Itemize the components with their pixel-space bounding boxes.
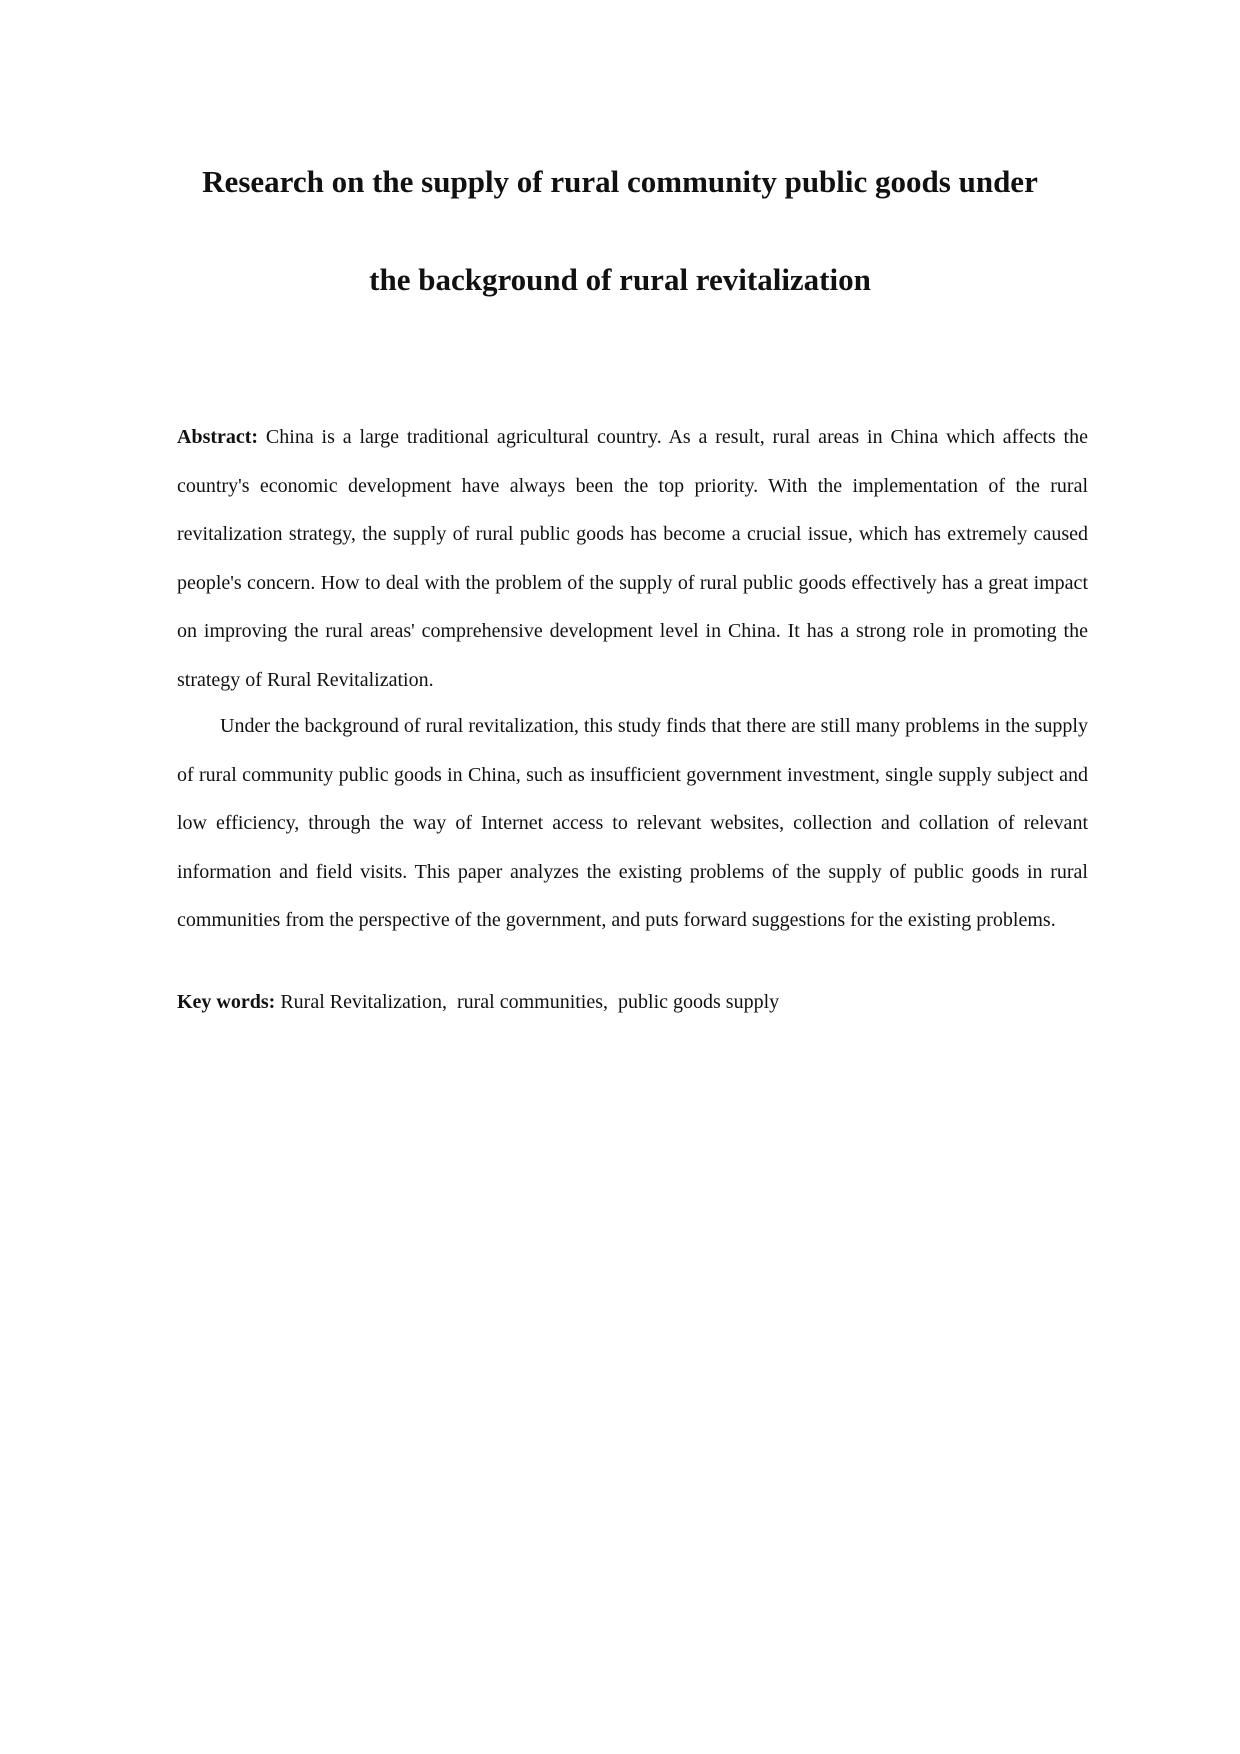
abstract-text: China is a large traditional agricultural country. As a result, rural areas in China which affects the country's economic development have always been the top priority. With the implementation of the rural revitalization strategy, the supply of rural public goods has become a crucial issue, which has extremely caused people's concern. How to deal with the problem of the supply of rural public goods effectively has a great impact on improving the rural areas' comprehensive development level in China. It has a strong role in promoting the strategy of Rural Revitalization. <box>177 426 1088 691</box>
paper-title-line-2: the background of rural revitalization <box>369 262 871 297</box>
abstract-paragraph <box>177 413 1088 704</box>
keywords-line <box>177 987 1088 1017</box>
keywords-label: Key words: <box>177 991 276 1013</box>
keywords-text: Rural Revitalization, rural communities, public goods supply <box>275 991 780 1013</box>
paper-title-line-1: Research on the supply of rural community public goods under <box>202 164 1038 199</box>
abstract-label: Abstract: <box>177 426 259 448</box>
abstract-paragraph-2: Under the background of rural revitalization, this study finds that there are still many problems in the supply of rural community public goods in China, such as insufficient government investment, single supply subject and low efficiency, through the way of Internet access to relevant websites, collection and collation of relevant information and field visits. This paper analyzes the existing problems of the supply of public goods in rural communities from the perspective of the government, and puts forward suggestions for the existing problems. <box>177 715 1088 931</box>
